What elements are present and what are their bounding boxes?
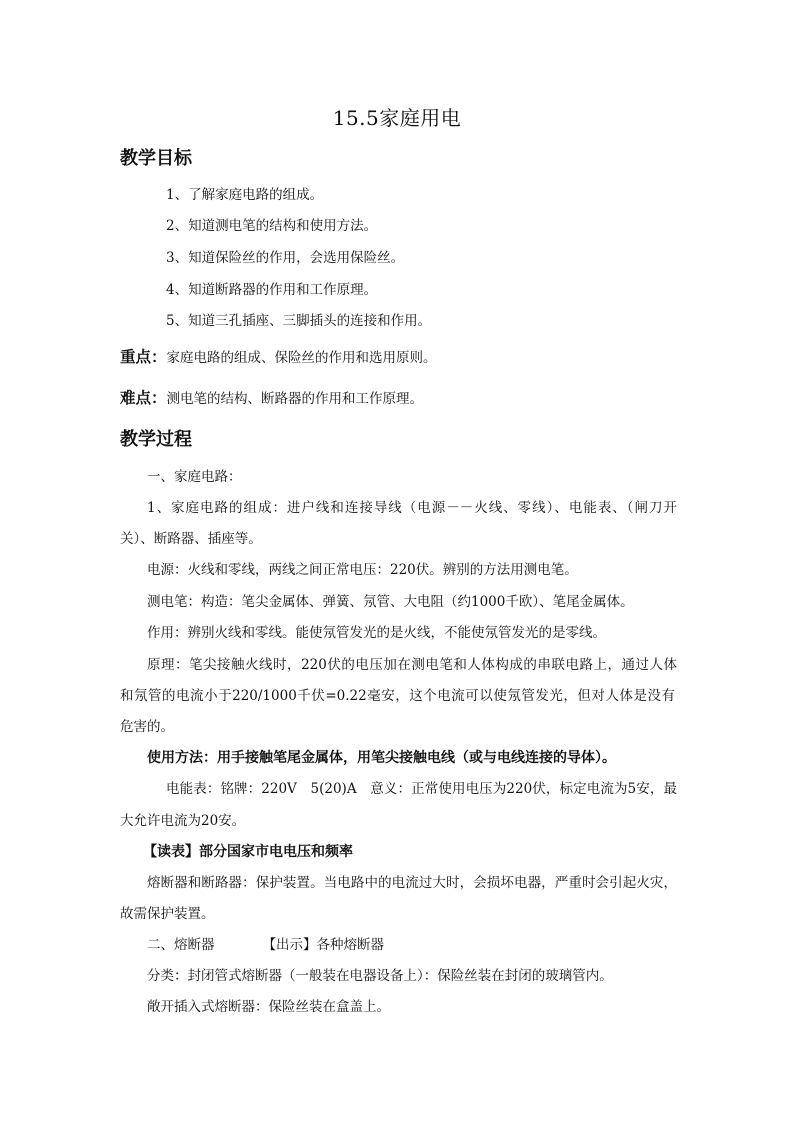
objective-item-2: 2、知道测电笔的结构和使用方法。 xyxy=(166,218,378,234)
page-title: 15.5家庭用电 xyxy=(332,106,462,130)
paragraph-principle-line-1: 原理：笔尖接触火线时，220伏的电压加在测电笔和人体构成的串联电路上，通过人体 xyxy=(147,657,677,673)
paragraph-classification: 分类：封闭管式熔断器（一般装在电器设备上）：保险丝装在封闭的玻璃管内。 xyxy=(147,968,613,984)
paragraph-1-line-2: 关）、断路器、插座等。 xyxy=(120,531,262,547)
objective-item-3: 3、知道保险丝的作用，会选用保险丝。 xyxy=(166,250,405,266)
objectives-heading: 教学目标 xyxy=(120,148,192,169)
difficult-point xyxy=(120,388,680,409)
objective-item-1: 1、了解家庭电路的组成。 xyxy=(166,187,324,203)
show-fuses-note: 【出示】各种熔断器 xyxy=(262,937,384,953)
key-point xyxy=(120,347,680,368)
section-2-label: 二、熔断器 xyxy=(147,937,215,953)
paragraph-test-pen: 测电笔：构造：笔尖金属体、弹簧、氖管、大电阻（约1000千欧）、笔尾金属体。 xyxy=(147,594,634,610)
paragraph-meter-line-2: 大允许电流为20安。 xyxy=(120,813,246,829)
paragraph-protection-line-1: 熔断器和断路器：保护装置。当电路中的电流过大时，会损坏电器，严重时会引起火灾， xyxy=(147,875,677,891)
section-2-title xyxy=(147,935,707,955)
section-1-title: 一、家庭电路： xyxy=(147,469,242,485)
paragraph-principle-line-2: 和氖管的电流小于220/1000千伏=0.22毫安，这个电流可以使氖管发光，但对人体是没有 xyxy=(120,688,675,704)
paragraph-protection-line-2: 故需保护装置。 xyxy=(120,906,215,922)
key-point-text: 家庭电路的组成、保险丝的作用和选用原则。 xyxy=(166,350,437,366)
paragraph-power: 电源：火线和零线，两线之间正常电压：220伏。辨别的方法用测电笔。 xyxy=(147,562,578,578)
paragraph-usage-method: 使用方法：用手接触笔尾金属体，用笔尖接触电线（或与电线连接的导体）。 xyxy=(147,750,616,766)
objective-item-5: 5、知道三孔插座、三脚插头的连接和作用。 xyxy=(166,313,432,329)
paragraph-function: 作用：辨别火线和零线。能使氖管发光的是火线，不能使氖管发光的是零线。 xyxy=(147,625,606,641)
paragraph-principle-line-3: 危害的。 xyxy=(120,719,174,735)
difficult-point-text: 测电笔的结构、断路器的作用和工作原理。 xyxy=(166,391,424,407)
paragraph-meter-line-1: 电能表：铭牌：220V 5(20)A 意义：正常使用电压为220伏，标定电流为5安，最 xyxy=(166,781,677,797)
paragraph-read-table: 【读表】部分国家市电电压和频率 xyxy=(143,844,353,860)
objective-item-4: 4、知道断路器的作用和工作原理。 xyxy=(166,282,378,298)
difficult-point-label: 难点： xyxy=(120,388,167,407)
key-point-label: 重点： xyxy=(120,347,167,366)
paragraph-1-line-1: 1、家庭电路的组成：进户线和连接导线（电源－－火线、零线）、电能表、（闸刀开 xyxy=(147,500,677,516)
paragraph-open-fuse: 敞开插入式熔断器：保险丝装在盒盖上。 xyxy=(147,999,390,1015)
process-heading: 教学过程 xyxy=(120,429,192,450)
